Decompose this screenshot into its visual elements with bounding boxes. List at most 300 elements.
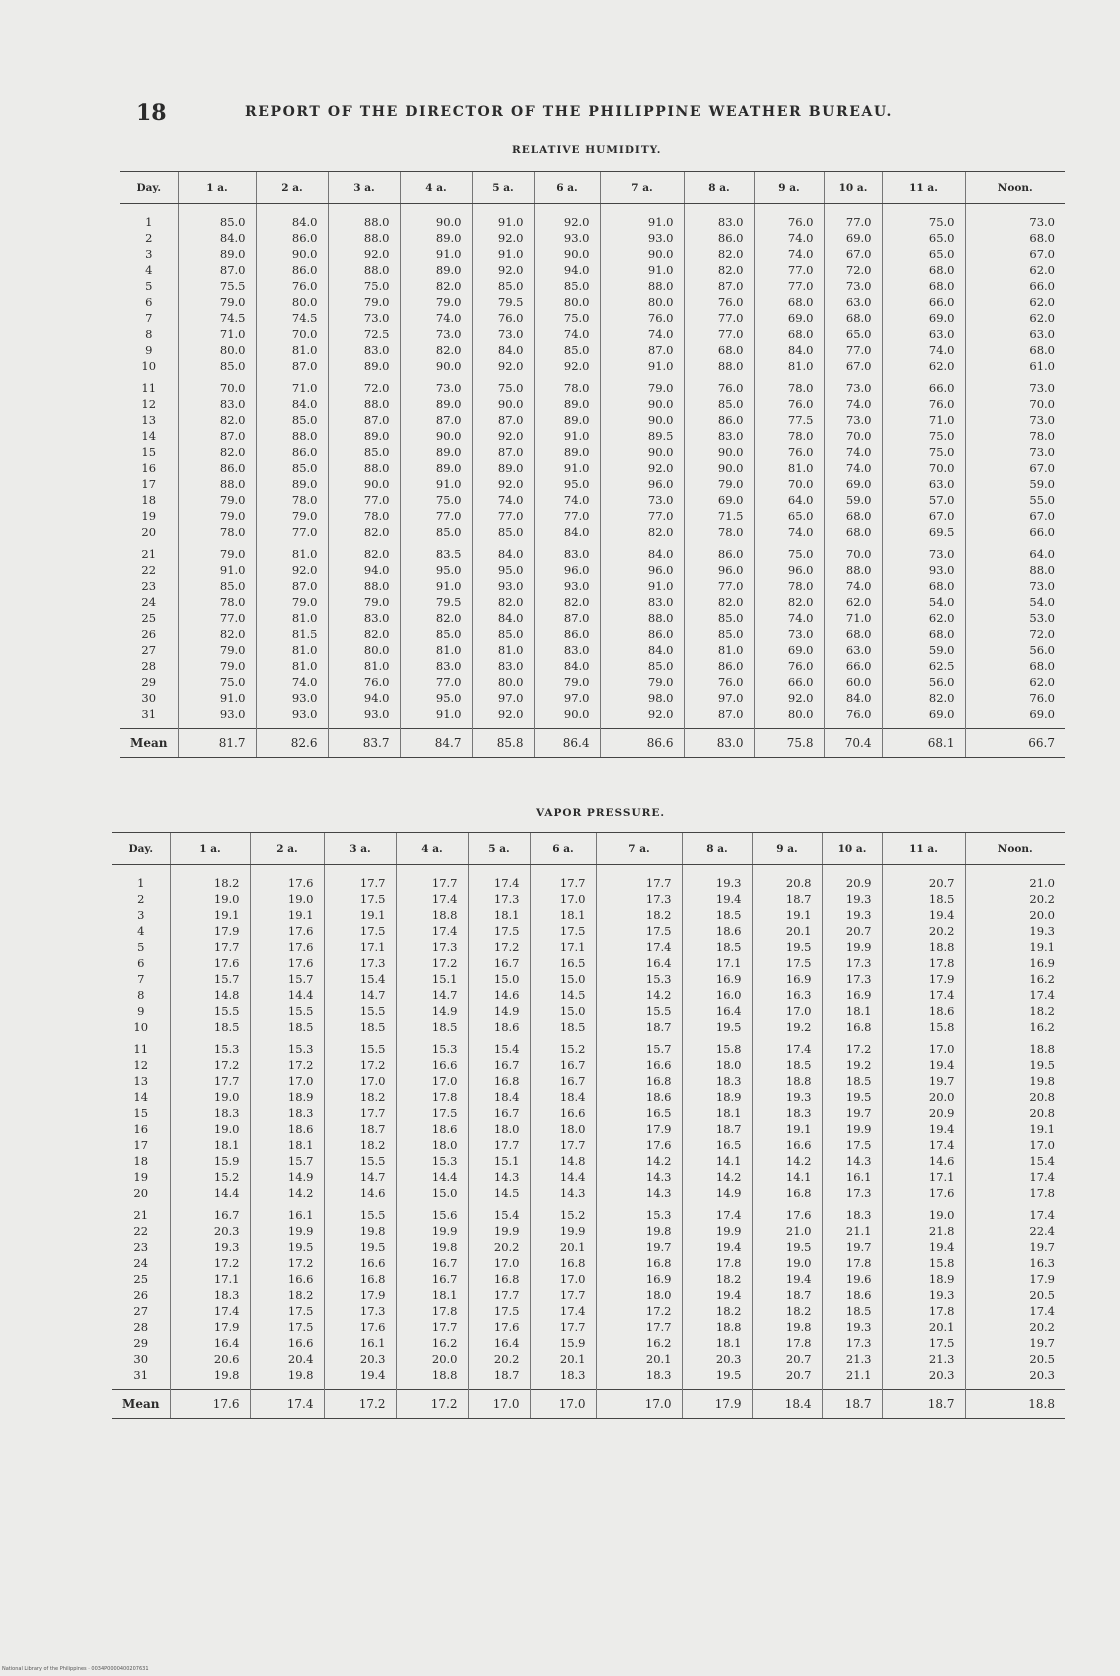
cell-value: 73.0 [363, 311, 390, 325]
data-rows [112, 865, 1065, 1390]
cell-value: 19.0 [928, 1208, 955, 1222]
cell-value: 62.0 [1029, 263, 1055, 277]
cell-value: 21.8 [928, 1224, 955, 1238]
cell-value: 17.0 [431, 1074, 458, 1088]
day-number: 4 [137, 924, 145, 938]
cell-value: 17.1 [559, 940, 586, 954]
cell-value: 18.2 [715, 1304, 742, 1318]
hour-column [965, 204, 1065, 729]
cell-value: 16.8 [645, 1074, 672, 1088]
cell-value: 15.3 [645, 1208, 672, 1222]
cell-value: 17.2 [213, 1256, 240, 1270]
cell-value: 75.0 [497, 381, 524, 395]
cell-value: 17.2 [493, 940, 520, 954]
cell-value: 19.9 [287, 1224, 314, 1238]
cell-value: 18.9 [715, 1090, 742, 1104]
cell-value: 80.0 [497, 675, 524, 689]
cell-value: 16.6 [785, 1138, 812, 1152]
cell-value: 67.0 [845, 359, 872, 373]
hour-header: Noon. [965, 833, 1065, 865]
cell-value: 14.3 [645, 1186, 672, 1200]
cell-value: 72.0 [845, 263, 872, 277]
day-number: 17 [133, 1138, 149, 1152]
cell-value: 19.5 [785, 940, 812, 954]
cell-value: 18.3 [213, 1288, 240, 1302]
cell-value: 87.0 [291, 359, 318, 373]
cell-value: 14.5 [493, 1186, 520, 1200]
cell-value: 78.0 [1029, 429, 1055, 443]
cell-value: 16.7 [493, 1058, 520, 1072]
cell-value: 21.3 [845, 1352, 872, 1366]
cell-value: 79.0 [435, 295, 462, 309]
cell-value: 70.0 [291, 327, 318, 341]
cell-value: 77.0 [563, 509, 590, 523]
day-number: 8 [137, 988, 145, 1002]
cell-value: 64.0 [787, 493, 814, 507]
mean-value: 81.7 [178, 729, 256, 758]
cell-value: 74.0 [435, 311, 462, 325]
cell-value: 17.2 [431, 956, 458, 970]
cell-value: 56.0 [928, 675, 955, 689]
mean-value: 86.6 [600, 729, 684, 758]
cell-value: 93.0 [363, 707, 390, 721]
cell-value: 14.4 [559, 1170, 586, 1184]
cell-value: 71.0 [845, 611, 872, 625]
day-number: 9 [145, 343, 153, 357]
cell-value: 19.9 [431, 1224, 458, 1238]
cell-value: 18.7 [493, 1368, 520, 1382]
cell-value: 15.9 [559, 1336, 586, 1350]
hour-header: 5 a. [468, 833, 530, 865]
cell-value: 74.0 [563, 493, 590, 507]
hour-column [472, 204, 534, 729]
day-number: 4 [145, 263, 153, 277]
cell-value: 17.9 [928, 972, 955, 986]
cell-value: 19.7 [1029, 1240, 1055, 1254]
cell-value: 75.0 [363, 279, 390, 293]
cell-value: 85.0 [435, 627, 462, 641]
cell-value: 69.0 [787, 311, 814, 325]
cell-value: 19.3 [715, 876, 742, 890]
day-header: Day. [120, 172, 178, 204]
cell-value: 81.0 [291, 611, 318, 625]
hour-column [170, 865, 250, 1390]
cell-value: 17.4 [1029, 988, 1055, 1002]
day-number: 24 [133, 1256, 149, 1270]
cell-value: 75.0 [928, 215, 955, 229]
day-number: 21 [133, 1208, 149, 1222]
cell-value: 18.6 [928, 1004, 955, 1018]
cell-value: 79.0 [219, 547, 246, 561]
cell-value: 92.0 [363, 247, 390, 261]
cell-value: 77.0 [291, 525, 318, 539]
cell-value: 17.3 [493, 892, 520, 906]
cell-value: 19.7 [1029, 1336, 1055, 1350]
cell-value: 93.0 [563, 231, 590, 245]
cell-value: 72.0 [363, 381, 390, 395]
cell-value: 87.0 [717, 707, 744, 721]
cell-value: 15.0 [559, 1004, 586, 1018]
cell-value: 85.0 [717, 397, 744, 411]
hour-column [534, 204, 600, 729]
cell-value: 19.7 [928, 1074, 955, 1088]
page-number: 18 [136, 100, 167, 126]
cell-value: 71.0 [219, 327, 246, 341]
day-number: 3 [145, 247, 153, 261]
hour-column [178, 204, 256, 729]
cell-value: 17.9 [1029, 1272, 1055, 1286]
cell-value: 19.4 [928, 1058, 955, 1072]
cell-value: 62.0 [1029, 295, 1055, 309]
cell-value: 93.0 [291, 691, 318, 705]
cell-value: 88.0 [363, 397, 390, 411]
cell-value: 59.0 [1029, 477, 1055, 491]
cell-value: 17.8 [431, 1304, 458, 1318]
cell-value: 19.5 [785, 1240, 812, 1254]
cell-value: 87.0 [717, 279, 744, 293]
cell-value: 17.3 [431, 940, 458, 954]
cell-value: 21.0 [785, 1224, 812, 1238]
cell-value: 79.0 [291, 595, 318, 609]
cell-value: 86.0 [291, 445, 318, 459]
cell-value: 19.9 [493, 1224, 520, 1238]
cell-value: 83.5 [435, 547, 462, 561]
cell-value: 19.0 [287, 892, 314, 906]
cell-value: 76.0 [845, 707, 872, 721]
cell-value: 73.0 [845, 381, 872, 395]
mean-value: 83.7 [328, 729, 400, 758]
cell-value: 17.3 [645, 892, 672, 906]
cell-value: 20.7 [785, 1368, 812, 1382]
cell-value: 16.7 [559, 1074, 586, 1088]
hour-header: 11 a. [882, 833, 965, 865]
cell-value: 20.3 [715, 1352, 742, 1366]
cell-value: 18.0 [559, 1122, 586, 1136]
cell-value: 20.2 [493, 1352, 520, 1366]
cell-value: 90.0 [647, 445, 674, 459]
cell-value: 20.2 [1029, 892, 1055, 906]
cell-value: 71.5 [717, 509, 744, 523]
vapor-pressure-table [112, 832, 1065, 1419]
cell-value: 91.0 [563, 461, 590, 475]
cell-value: 65.0 [787, 509, 814, 523]
cell-value: 82.0 [363, 627, 390, 641]
mean-value: 82.6 [256, 729, 328, 758]
cell-value: 85.0 [363, 445, 390, 459]
cell-value: 62.0 [845, 595, 872, 609]
cell-value: 75.0 [563, 311, 590, 325]
mean-value: 75.8 [754, 729, 824, 758]
cell-value: 15.3 [431, 1154, 458, 1168]
cell-value: 20.9 [845, 876, 872, 890]
cell-value: 78.0 [219, 595, 246, 609]
day-number: 6 [137, 956, 145, 970]
cell-value: 20.1 [559, 1240, 586, 1254]
cell-value: 80.0 [563, 295, 590, 309]
cell-value: 17.4 [1029, 1208, 1055, 1222]
cell-value: 18.0 [431, 1138, 458, 1152]
hour-header: 6 a. [534, 172, 600, 204]
cell-value: 16.3 [785, 988, 812, 1002]
cell-value: 15.5 [359, 1154, 386, 1168]
cell-value: 90.0 [435, 359, 462, 373]
cell-value: 81.0 [717, 643, 744, 657]
cell-value: 17.7 [431, 1320, 458, 1334]
cell-value: 74.0 [845, 579, 872, 593]
cell-value: 17.6 [213, 956, 240, 970]
cell-value: 18.1 [287, 1138, 314, 1152]
cell-value: 92.0 [291, 563, 318, 577]
cell-value: 17.8 [845, 1256, 872, 1270]
cell-value: 56.0 [1029, 643, 1055, 657]
cell-value: 90.0 [563, 247, 590, 261]
hour-column [754, 204, 824, 729]
cell-value: 14.7 [359, 988, 386, 1002]
cell-value: 97.0 [497, 691, 524, 705]
day-number: 6 [145, 295, 153, 309]
cell-value: 88.0 [1029, 563, 1055, 577]
cell-value: 82.0 [717, 247, 744, 261]
cell-value: 17.5 [359, 924, 386, 938]
cell-value: 14.5 [559, 988, 586, 1002]
cell-value: 19.4 [928, 1122, 955, 1136]
cell-value: 16.8 [493, 1272, 520, 1286]
day-number: 11 [133, 1042, 149, 1056]
cell-value: 76.0 [363, 675, 390, 689]
cell-value: 20.1 [559, 1352, 586, 1366]
day-number: 13 [133, 1074, 149, 1088]
cell-value: 15.2 [559, 1042, 586, 1056]
cell-value: 66.0 [845, 659, 872, 673]
cell-value: 90.0 [647, 413, 674, 427]
cell-value: 89.0 [563, 397, 590, 411]
cell-value: 75.0 [435, 493, 462, 507]
cell-value: 18.4 [493, 1090, 520, 1104]
mean-value: 83.0 [684, 729, 754, 758]
cell-value: 94.0 [363, 691, 390, 705]
cell-value: 18.2 [715, 1272, 742, 1286]
cell-value: 15.5 [359, 1004, 386, 1018]
mean-value: 17.0 [530, 1390, 596, 1419]
cell-value: 89.0 [435, 231, 462, 245]
cell-value: 82.0 [787, 595, 814, 609]
cell-value: 15.8 [928, 1256, 955, 1270]
cell-value: 73.0 [1029, 381, 1055, 395]
cell-value: 63.0 [845, 295, 872, 309]
cell-value: 65.0 [845, 327, 872, 341]
cell-value: 82.0 [363, 525, 390, 539]
cell-value: 18.5 [785, 1058, 812, 1072]
cell-value: 14.1 [785, 1170, 812, 1184]
cell-value: 19.9 [845, 1122, 872, 1136]
day-number: 23 [133, 1240, 149, 1254]
cell-value: 19.3 [845, 1320, 872, 1334]
cell-value: 62.0 [928, 359, 955, 373]
cell-value: 16.1 [845, 1170, 872, 1184]
cell-value: 81.0 [363, 659, 390, 673]
cell-value: 74.0 [787, 525, 814, 539]
cell-value: 79.0 [219, 295, 246, 309]
cell-value: 19.7 [845, 1106, 872, 1120]
cell-value: 19.5 [715, 1368, 742, 1382]
cell-value: 90.0 [497, 397, 524, 411]
cell-value: 68.0 [1029, 659, 1055, 673]
cell-value: 70.0 [1029, 397, 1055, 411]
cell-value: 17.6 [785, 1208, 812, 1222]
cell-value: 77.0 [845, 343, 872, 357]
cell-value: 68.0 [787, 327, 814, 341]
cell-value: 17.2 [287, 1256, 314, 1270]
cell-value: 17.7 [559, 1288, 586, 1302]
cell-value: 91.0 [219, 563, 246, 577]
cell-value: 19.0 [213, 1090, 240, 1104]
cell-value: 17.5 [928, 1336, 955, 1350]
cell-value: 86.0 [717, 413, 744, 427]
mean-value: 18.8 [965, 1390, 1065, 1419]
cell-value: 78.0 [219, 525, 246, 539]
cell-value: 15.5 [359, 1208, 386, 1222]
cell-value: 18.1 [845, 1004, 872, 1018]
cell-value: 66.0 [928, 295, 955, 309]
cell-value: 88.0 [219, 477, 246, 491]
hour-column [600, 204, 684, 729]
day-number: 18 [141, 493, 157, 507]
cell-value: 17.6 [287, 924, 314, 938]
cell-value: 92.0 [497, 429, 524, 443]
cell-value: 20.4 [287, 1352, 314, 1366]
day-number: 22 [133, 1224, 149, 1238]
cell-value: 18.8 [1029, 1042, 1055, 1056]
cell-value: 16.4 [213, 1336, 240, 1350]
hour-header: 2 a. [256, 172, 328, 204]
cell-value: 14.3 [645, 1170, 672, 1184]
cell-value: 77.0 [717, 327, 744, 341]
cell-value: 68.0 [717, 343, 744, 357]
cell-value: 14.8 [213, 988, 240, 1002]
cell-value: 20.3 [359, 1352, 386, 1366]
cell-value: 20.5 [1029, 1352, 1055, 1366]
cell-value: 14.4 [431, 1170, 458, 1184]
cell-value: 17.6 [645, 1138, 672, 1152]
day-number: 16 [141, 461, 157, 475]
day-number: 27 [133, 1304, 149, 1318]
cell-value: 91.0 [219, 691, 246, 705]
cell-value: 17.3 [359, 956, 386, 970]
day-number: 27 [141, 643, 157, 657]
mean-value: 84.7 [400, 729, 472, 758]
cell-value: 90.0 [435, 429, 462, 443]
cell-value: 17.4 [645, 940, 672, 954]
cell-value: 19.4 [715, 1288, 742, 1302]
mean-row [120, 729, 1065, 758]
day-number: 14 [141, 429, 157, 443]
cell-value: 73.0 [435, 327, 462, 341]
day-number: 19 [141, 509, 157, 523]
cell-value: 17.2 [845, 1042, 872, 1056]
cell-value: 21.0 [1029, 876, 1055, 890]
cell-value: 17.7 [431, 876, 458, 890]
cell-value: 70.0 [845, 547, 872, 561]
cell-value: 97.0 [563, 691, 590, 705]
cell-value: 54.0 [928, 595, 955, 609]
cell-value: 83.0 [717, 429, 744, 443]
cell-value: 20.2 [493, 1240, 520, 1254]
cell-value: 69.0 [928, 707, 955, 721]
cell-value: 19.5 [1029, 1058, 1055, 1072]
cell-value: 16.6 [359, 1256, 386, 1270]
day-number: 5 [145, 279, 153, 293]
hour-column [822, 865, 882, 1390]
cell-value: 61.0 [1029, 359, 1055, 373]
cell-value: 19.8 [431, 1240, 458, 1254]
cell-value: 17.8 [431, 1090, 458, 1104]
cell-value: 17.3 [845, 956, 872, 970]
cell-value: 68.0 [928, 279, 955, 293]
cell-value: 17.4 [928, 1138, 955, 1152]
cell-value: 69.0 [845, 477, 872, 491]
cell-value: 84.0 [497, 547, 524, 561]
cell-value: 60.0 [845, 675, 872, 689]
cell-value: 17.8 [928, 1304, 955, 1318]
cell-value: 18.3 [645, 1368, 672, 1382]
cell-value: 95.0 [497, 563, 524, 577]
cell-value: 70.0 [787, 477, 814, 491]
cell-value: 81.0 [787, 359, 814, 373]
cell-value: 19.9 [559, 1224, 586, 1238]
cell-value: 87.0 [435, 413, 462, 427]
cell-value: 14.1 [715, 1154, 742, 1168]
cell-value: 90.0 [717, 445, 744, 459]
cell-value: 20.0 [431, 1352, 458, 1366]
cell-value: 92.0 [497, 359, 524, 373]
cell-value: 18.7 [785, 1288, 812, 1302]
cell-value: 69.0 [717, 493, 744, 507]
cell-value: 78.0 [787, 381, 814, 395]
relative-humidity-table [120, 171, 1065, 758]
day-number: 15 [133, 1106, 149, 1120]
cell-value: 92.0 [497, 231, 524, 245]
cell-value: 78.0 [787, 429, 814, 443]
cell-value: 77.0 [497, 509, 524, 523]
cell-value: 83.0 [563, 643, 590, 657]
cell-value: 19.5 [359, 1240, 386, 1254]
cell-value: 16.7 [213, 1208, 240, 1222]
cell-value: 78.0 [291, 493, 318, 507]
mean-value: 17.2 [396, 1390, 468, 1419]
cell-value: 67.0 [845, 247, 872, 261]
cell-value: 96.0 [717, 563, 744, 577]
cell-value: 66.0 [1029, 525, 1055, 539]
cell-value: 89.0 [497, 461, 524, 475]
cell-value: 19.1 [213, 908, 240, 922]
cell-value: 21.3 [928, 1352, 955, 1366]
cell-value: 84.0 [563, 659, 590, 673]
day-number: 16 [133, 1122, 149, 1136]
cell-value: 89.0 [363, 359, 390, 373]
day-number: 12 [133, 1058, 149, 1072]
cell-value: 17.5 [287, 1320, 314, 1334]
cell-value: 76.0 [787, 659, 814, 673]
cell-value: 19.3 [1029, 924, 1055, 938]
cell-value: 68.0 [928, 263, 955, 277]
cell-value: 95.0 [563, 477, 590, 491]
cell-value: 18.2 [359, 1138, 386, 1152]
cell-value: 17.0 [287, 1074, 314, 1088]
cell-value: 14.9 [493, 1004, 520, 1018]
cell-value: 63.0 [1029, 327, 1055, 341]
cell-value: 17.0 [559, 1272, 586, 1286]
cell-value: 18.9 [928, 1272, 955, 1286]
